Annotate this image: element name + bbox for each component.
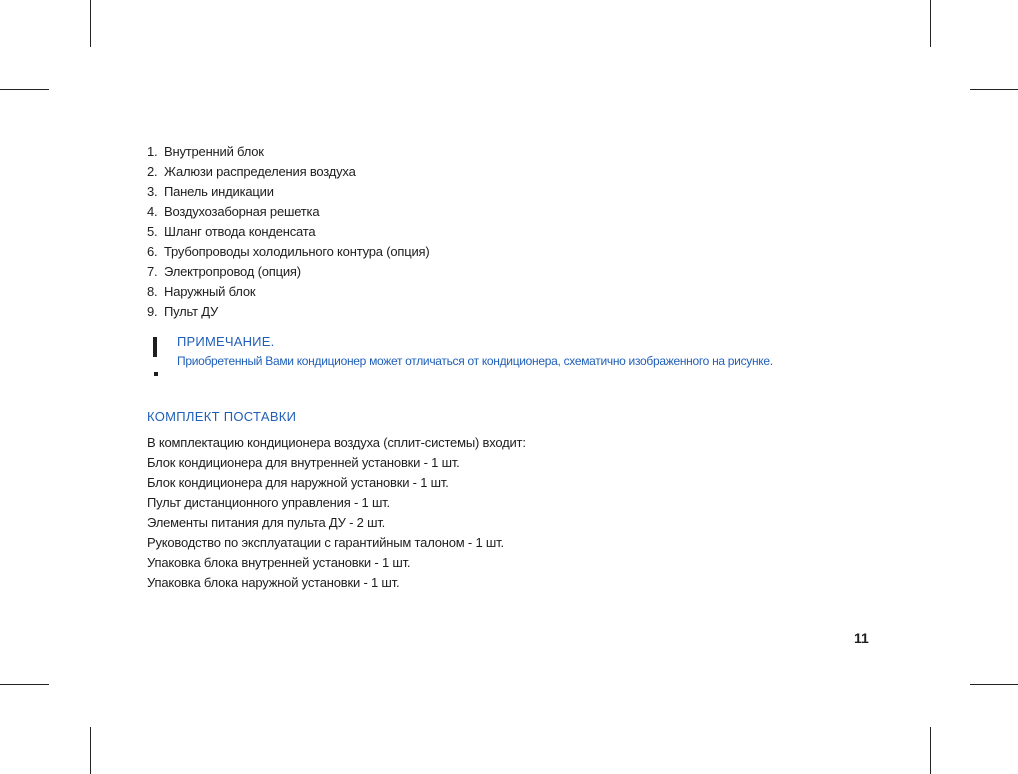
crop-mark-top-right-horizontal: [970, 89, 1018, 90]
legend-label: Внутренний блок: [164, 144, 264, 159]
kit-item: Руководство по эксплуатации с гарантийным талоном - 1 шт.: [147, 535, 504, 550]
legend-label: Шланг отвода конденсата: [164, 224, 316, 239]
legend-item: [147, 142, 887, 162]
legend-item: [147, 262, 887, 282]
note-block: [147, 332, 887, 384]
legend-number: 3.: [147, 184, 158, 199]
legend-label: Трубопроводы холодильного контура (опция): [164, 244, 430, 259]
legend-number: 6.: [147, 244, 158, 259]
legend-number: 2.: [147, 164, 158, 179]
crop-mark-top-right-vertical: [930, 0, 931, 47]
legend-number: 8.: [147, 284, 158, 299]
kit-item: Элементы питания для пульта ДУ - 2 шт.: [147, 515, 386, 530]
legend-item: [147, 222, 887, 242]
crop-mark-top-left-vertical: [90, 0, 91, 47]
legend-number: 9.: [147, 304, 158, 319]
legend-label: Воздухозаборная решетка: [164, 204, 320, 219]
crop-mark-bottom-left-vertical: [90, 727, 91, 774]
page-number: 11: [854, 630, 869, 646]
note-marker-bar: [153, 337, 157, 357]
legend-item: [147, 282, 887, 302]
legend-number: 4.: [147, 204, 158, 219]
crop-mark-bottom-right-vertical: [930, 727, 931, 774]
kit-section-title: КОМПЛЕКТ ПОСТАВКИ: [147, 409, 297, 424]
kit-item: Пульт дистанционного управления - 1 шт.: [147, 495, 390, 510]
kit-intro: В комплектацию кондиционера воздуха (сплит-системы) входит:: [147, 435, 526, 450]
legend-item: [147, 182, 887, 202]
legend-item: [147, 162, 887, 182]
note-text: Приобретенный Вами кондиционер может отличаться от кондиционера, схематично изображенного на рисунке.: [177, 354, 773, 368]
kit-item: Упаковка блока наружной установки - 1 шт.: [147, 575, 400, 590]
note-marker-dot: [154, 372, 158, 376]
legend-number: 1.: [147, 144, 158, 159]
kit-item: Блок кондиционера для наружной установки - 1 шт.: [147, 475, 449, 490]
legend-label: Панель индикации: [164, 184, 274, 199]
crop-mark-bottom-right-horizontal: [970, 684, 1018, 685]
legend-label: Пульт ДУ: [164, 304, 219, 319]
legend-label: Электропровод (опция): [164, 264, 301, 279]
crop-mark-bottom-left-horizontal: [0, 684, 49, 685]
legend-number: 5.: [147, 224, 158, 239]
kit-item: Блок кондиционера для внутренней установки - 1 шт.: [147, 455, 460, 470]
note-title: ПРИМЕЧАНИЕ.: [177, 334, 275, 349]
kit-item: Упаковка блока внутренней установки - 1 шт.: [147, 555, 411, 570]
legend-item: [147, 202, 887, 222]
legend-label: Жалюзи распределения воздуха: [164, 164, 356, 179]
legend-list: [147, 142, 887, 322]
crop-mark-top-left-horizontal: [0, 89, 49, 90]
kit-list: [147, 453, 887, 593]
page-content: [147, 142, 887, 593]
legend-label: Наружный блок: [164, 284, 256, 299]
legend-number: 7.: [147, 264, 158, 279]
legend-item: [147, 242, 887, 262]
legend-item: [147, 302, 887, 322]
